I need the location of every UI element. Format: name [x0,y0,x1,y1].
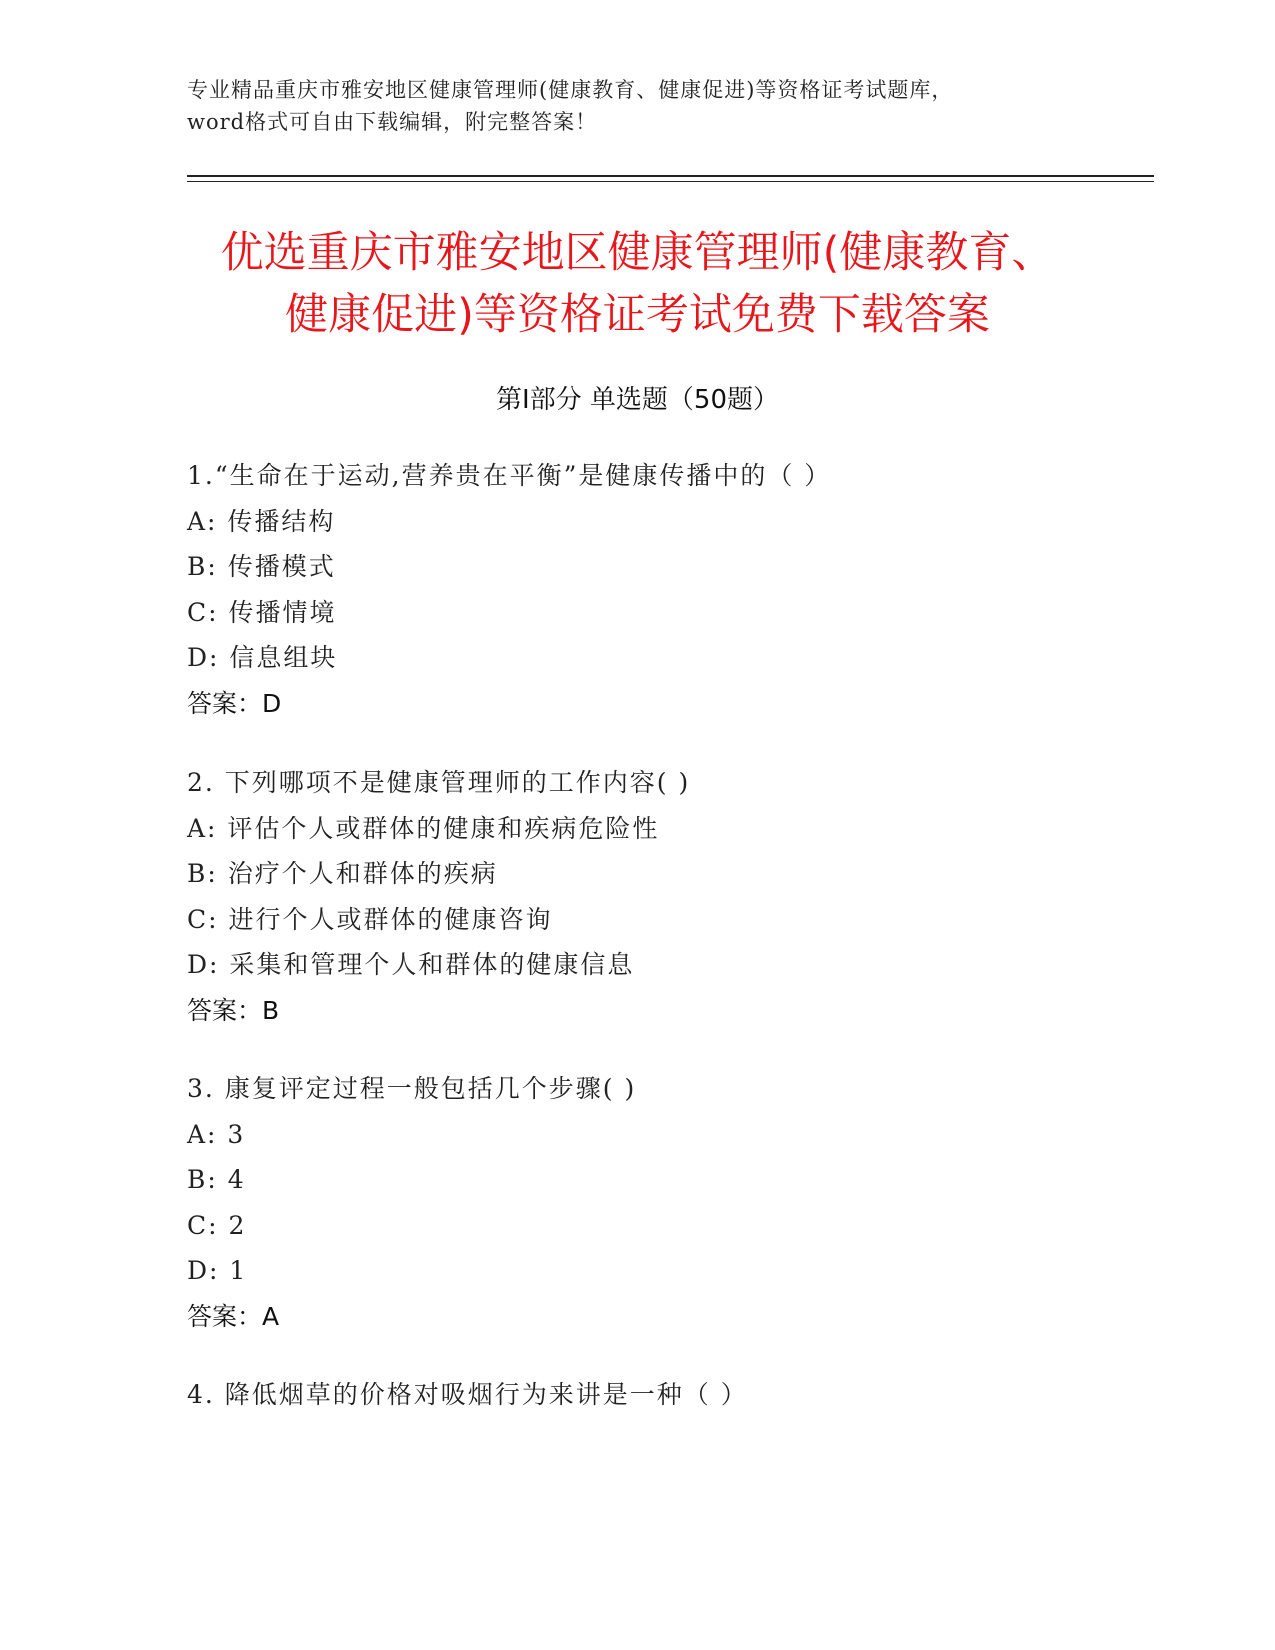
title-line-2: 健康促进)等资格证考试免费下载答案 [285,290,990,340]
option-b: B: 治疗个人和群体的疾病 [187,859,498,888]
question-stem: 4. 降低烟草的价格对吸烟行为来讲是一种（ ） [187,1380,748,1409]
option-a: A: 评估个人或群体的健康和疾病危险性 [187,813,660,843]
answer: 答案：B [187,995,280,1025]
question-3 [187,1066,1137,1339]
header-note-line-2: word格式可自由下载编辑，附完整答案！ [187,110,598,134]
option-a: A: 3 [187,1119,246,1149]
header-rule-thin [187,181,1154,182]
header-rule-thick [187,175,1154,177]
answer: 答案：A [187,1301,280,1331]
answer: 答案：D [187,688,282,718]
question-1 [187,453,1137,726]
question-stem: 3. 康复评定过程一般包括几个步骤( ) [187,1074,637,1103]
question-4 [187,1372,1137,1418]
header-note-line-1: 专业精品重庆市雅安地区健康管理师(健康教育、健康促进)等资格证考试题库， [187,78,954,102]
document-title [150,222,1125,346]
question-stem: 2. 下列哪项不是健康管理师的工作内容( ) [187,768,691,797]
header-note [187,74,1087,138]
title-line-1: 优选重庆市雅安地区健康管理师(健康教育、 [220,228,1055,278]
option-d: D: 1 [187,1256,248,1285]
option-b: B: 4 [187,1165,246,1194]
section-heading: 第Ⅰ部分 单选题（50题） [495,385,780,415]
option-b: B: 传播模式 [187,552,336,581]
option-c: C: 2 [187,1210,247,1240]
question-stem: 1.“生命在于运动,营养贵在平衡”是健康传播中的（ ） [187,461,832,490]
option-d: D: 采集和管理个人和群体的健康信息 [187,950,635,979]
option-c: C: 传播情境 [187,597,337,627]
option-a: A: 传播结构 [187,506,336,536]
option-c: C: 进行个人或群体的健康咨询 [187,904,553,934]
option-d: D: 信息组块 [187,643,338,672]
question-2 [187,760,1137,1033]
